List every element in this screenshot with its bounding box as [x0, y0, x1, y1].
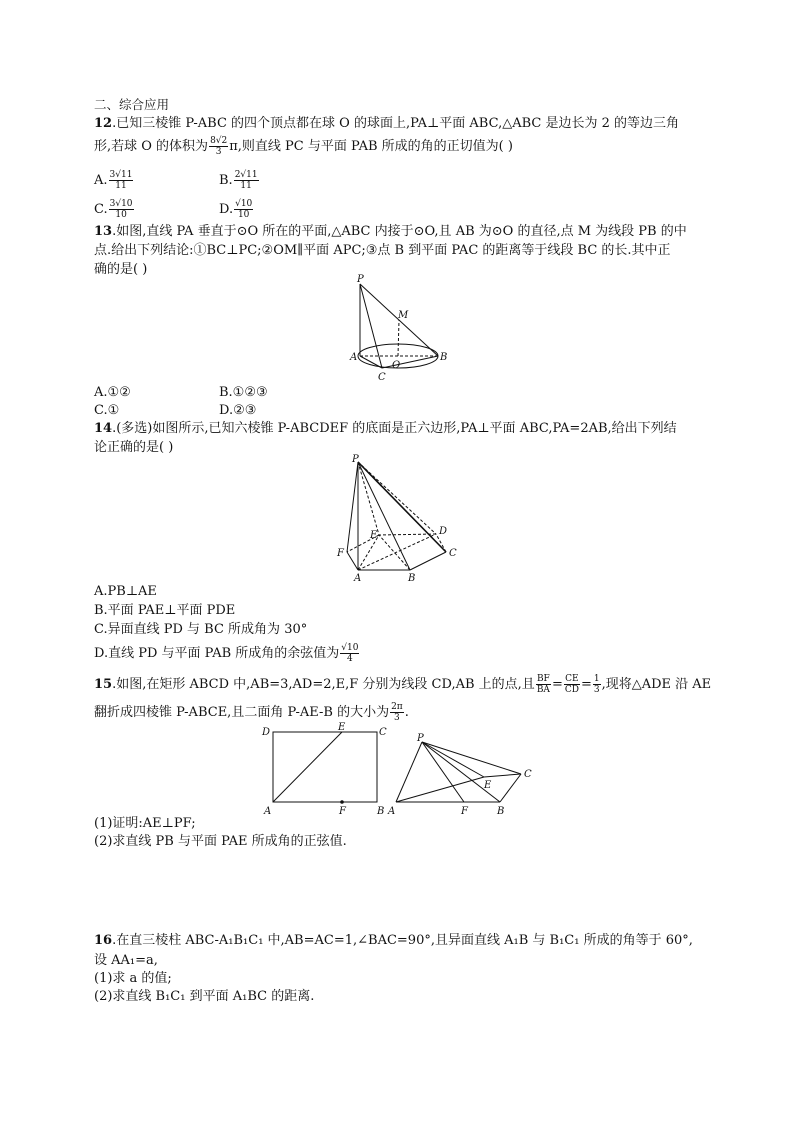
q15-figure-rectangle	[258, 722, 388, 818]
q15-label-c: C	[379, 727, 387, 738]
q15-number: 15	[94, 677, 113, 692]
q15-label-e: E	[338, 722, 346, 733]
q15b-edge-pc	[422, 742, 521, 774]
q14-label-e: E	[370, 530, 378, 541]
q14-stem-1: .(多选)如图所示,已知六棱锥 P-ABCDEF 的底面是正六边形,PA⊥平面 ABC,PA=2AB,给出下列结	[112, 421, 677, 436]
q13-option-a[interactable]: A.①②	[94, 385, 131, 400]
q12-line1	[94, 115, 679, 133]
q13-option-d[interactable]: D.②③	[219, 403, 257, 418]
q12-stem-2b: π,则直线 PC 与平面 PAB 所成的角的正切值为( )	[229, 139, 513, 154]
q15b-label-f: F	[461, 806, 468, 817]
q15b-label-e: E	[484, 780, 492, 791]
q14-figure-hexagonal-pyramid	[333, 452, 463, 584]
q14-edge-pd	[358, 462, 436, 534]
q14-label-c: C	[449, 548, 457, 559]
q12-number: 12	[94, 116, 113, 131]
q16-sub2: (2)求直线 B₁C₁ 到平面 A₁BC 的距离.	[94, 989, 315, 1004]
q13-segment-om	[398, 320, 399, 356]
q15b-edge-bc	[500, 774, 521, 802]
q12-volume-fraction: $\frac{8√2}{3}$	[210, 136, 228, 157]
q12-option-d[interactable]: D. $\frac{√10}{10}$	[219, 199, 253, 220]
q13-line2: 点.给出下列结论:①BC⊥PC;②OM∥平面 APC;③点 B 到平面 PAC 的距离等于线段 BC 的长.其中正	[94, 243, 671, 258]
q13-label-m: M	[398, 310, 409, 321]
q13-label-a: A	[350, 352, 358, 363]
q15b-edge-pa	[396, 742, 422, 802]
q12-option-c[interactable]: C. $\frac{3√10}{10}$	[94, 199, 133, 220]
q14-option-d[interactable]: D.直线 PD 与平面 PAB 所成角的余弦值为 $\frac{√10}{4}$	[94, 643, 359, 664]
q14-option-c[interactable]: C.异面直线 PD 与 BC 所成角为 30°	[94, 622, 308, 637]
q12-stem-2a: 形,若球 O 的体积为	[94, 139, 209, 154]
q14-label-d: D	[439, 526, 448, 537]
q13-option-c[interactable]: C.①	[94, 403, 120, 418]
q14-label-a: A	[354, 573, 362, 584]
q15b-label-a: A	[388, 806, 396, 817]
q15b-segment-ae	[396, 777, 484, 802]
q14-option-b[interactable]: B.平面 PAE⊥平面 PDE	[94, 603, 236, 618]
q14-label-f: F	[337, 548, 344, 559]
q15-rect-abcd	[273, 732, 377, 802]
q15-sub1: (1)证明:AE⊥PF;	[94, 816, 196, 831]
q13-label-p: P	[357, 274, 364, 285]
q14-diag-be	[379, 535, 410, 570]
q13-label-b: B	[440, 352, 448, 363]
q13-option-b[interactable]: B.①②③	[219, 385, 268, 400]
q12-option-b[interactable]: B. $\frac{2√11}{11}$	[219, 170, 258, 191]
q14-line2: 论正确的是( )	[94, 440, 174, 455]
q14-edge-pb	[358, 462, 410, 570]
q15-sub2: (2)求直线 PB 与平面 PAE 所成角的正弦值.	[94, 834, 347, 849]
q15b-edge-ce	[484, 774, 521, 777]
q15-line2: 翻折成四棱锥 P-ABCE,且二面角 P-AE-B 的大小为 $\frac{2\pi}{3}$ .	[94, 702, 409, 723]
q15b-edge-pb	[422, 742, 500, 802]
q14-edge-fa	[347, 552, 358, 570]
q15b-label-b: B	[497, 806, 505, 817]
q15-label-d: D	[262, 727, 271, 738]
q13-edge-pc	[360, 284, 382, 368]
q16-number: 16	[94, 933, 113, 948]
q13-edge-cb	[382, 356, 438, 368]
q16-line2: 设 AA₁=a,	[94, 953, 158, 968]
q14-number: 14	[94, 421, 113, 436]
q14-option-d-fraction: $\frac{√10}{4}$	[341, 643, 359, 664]
q13-label-c: C	[378, 372, 386, 383]
q14-option-a[interactable]: A.PB⊥AE	[94, 584, 157, 599]
q15-label-f: F	[339, 806, 346, 817]
q14-line1	[94, 420, 677, 438]
q13-line3: 确的是( )	[94, 262, 148, 277]
q12-stem-1: .已知三棱锥 P-ABC 的四个顶点都在球 O 的球面上,PA⊥平面 ABC,△ABC 是边长为 2 的等边三角	[112, 116, 679, 131]
q15-label-a: A	[264, 806, 272, 817]
q15-label-b: B	[377, 806, 385, 817]
q14-label-p: P	[352, 454, 359, 465]
q14-label-b: B	[408, 573, 416, 584]
q16-sub1: (1)求 a 的值;	[94, 971, 172, 986]
q13-number: 13	[94, 224, 113, 239]
q15b-label-p: P	[417, 733, 424, 744]
q13-label-o: O	[392, 360, 401, 371]
q15-figure-folded-pyramid	[384, 732, 544, 820]
q15-segment-ae	[273, 732, 342, 802]
q16-stem-1: .在直三棱柱 ABC-A₁B₁C₁ 中,AB=AC=1,∠BAC=90°,且异面直线 A₁B 与 B₁C₁ 所成的角等于 60°,	[112, 933, 693, 948]
q13-stem-1: .如图,直线 PA 垂直于⊙O 所在的平面,△ABC 内接于⊙O,且 AB 为⊙O 的直径,点 M 为线段 PB 的中	[112, 224, 687, 239]
q12-option-a[interactable]: A. $\frac{3√11}{11}$	[94, 170, 133, 191]
q13-line1	[94, 223, 687, 241]
q14-edge-pf	[347, 462, 358, 552]
section-title: 二、综合应用	[94, 97, 170, 112]
q15b-label-c: C	[524, 769, 532, 780]
q16-line1	[94, 932, 693, 950]
q15-point-f	[340, 800, 344, 804]
q15-line1: 15.如图,在矩形 ABCD 中,AB=3,AD=2,E,F 分别为线段 CD,AB 上的点,且 $\frac{BF}{BA}$ = $\frac{CE}{CD}$ = $\frac{1}{3}$ ,现将△ADE 沿 AE	[94, 674, 712, 695]
q13-figure-cone	[348, 272, 448, 384]
q14-edge-bc	[410, 552, 446, 570]
q12-line2	[94, 136, 513, 157]
